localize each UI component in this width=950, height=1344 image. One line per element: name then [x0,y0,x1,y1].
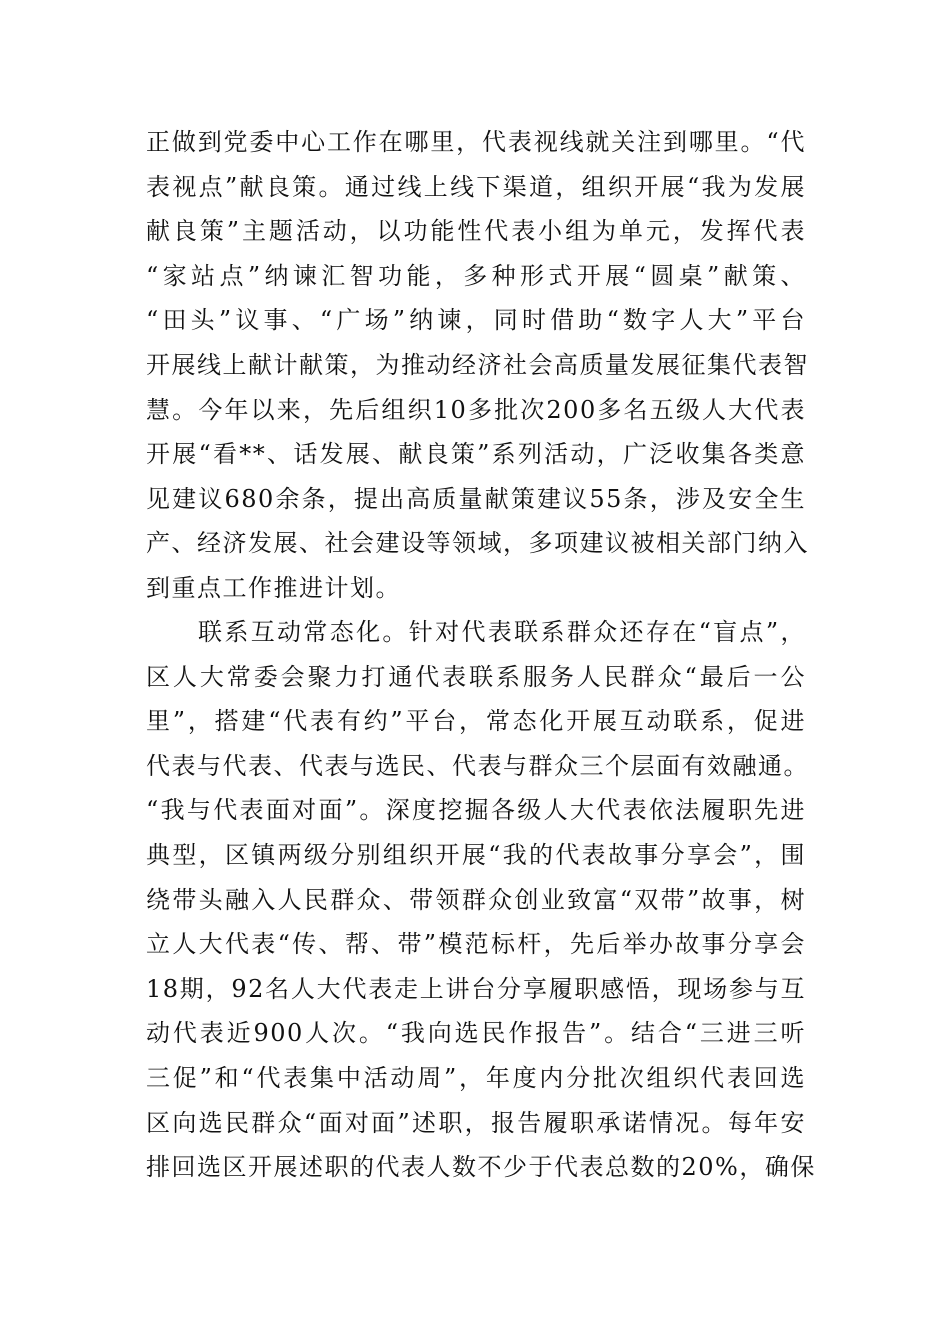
paragraph-1-line: 见建议680余条，提出高质量献策建议55条，涉及安全生 [146,484,806,513]
paragraph-2-line: 代表与代表、代表与选民、代表与群众三个层面有效融通。 [146,751,809,780]
paragraph-1-line: 表视点”献良策。通过线上线下渠道，组织开展“我为发展 [146,172,806,201]
paragraph-2-line: 区人大常委会聚力打通代表联系服务人民群众“最后一公 [146,662,806,691]
paragraph-1-line: “田头”议事、“广场”纳谏，同时借助“数字人大”平台 [146,306,806,335]
paragraph-2-line: 立人大代表“传、帮、带”模范标杆，先后举办故事分享会 [146,930,806,959]
paragraph-1-line: 到重点工作推进计划。 [146,573,401,602]
paragraph-2-line: 三促”和“代表集中活动周”，年度内分批次组织代表回选 [146,1063,806,1092]
paragraph-2-line: 典型，区镇两级分别组织开展“我的代表故事分享会”，围 [146,840,806,869]
paragraph-2-line: 绕带头融入人民群众、带领群众创业致富“双带”故事，树 [146,885,806,914]
paragraph-1-line: 产、经济发展、社会建设等领域，多项建议被相关部门纳入 [146,529,809,558]
paragraph-2-line: 排回选区开展述职的代表人数不少于代表总数的20%，确保 [146,1153,816,1182]
paragraph-1-line: 开展线上献计献策，为推动经济社会高质量发展征集代表智 [146,350,809,379]
paragraph-1 [146,120,809,611]
paragraph-2-line: 动代表近900人次。“我向选民作报告”。结合“三进三听 [146,1019,806,1048]
paragraph-1-line: “家站点”纳谏汇智功能，多种形式开展“圆桌”献策、 [146,261,806,290]
paragraph-2-line: 区向选民群众“面对面”述职，报告履职承诺情况。每年安 [146,1108,806,1137]
paragraph-2-line: 联系互动常态化。针对代表联系群众还存在“盲点”， [198,618,806,646]
paragraph-2-line: 18期，92名人大代表走上讲台分享履职感悟，现场参与互 [146,974,806,1003]
paragraph-1-line: 开展“看**、话发展、献良策”系列活动，广泛收集各类意 [146,440,806,469]
paragraph-2-line: 里”，搭建“代表有约”平台，常态化开展互动联系，促进 [146,707,806,736]
paragraph-1-line: 献良策”主题活动，以功能性代表小组为单元，发挥代表 [146,217,806,246]
paragraph-1-line: 慧。今年以来，先后组织10多批次200多名五级人大代表 [146,395,806,424]
paragraph-2 [146,610,816,1190]
paragraph-2-line: “我与代表面对面”。深度挖掘各级人大代表依法履职先进 [146,796,806,825]
paragraph-1-line: 正做到党委中心工作在哪里，代表视线就关注到哪里。“代 [146,128,806,156]
